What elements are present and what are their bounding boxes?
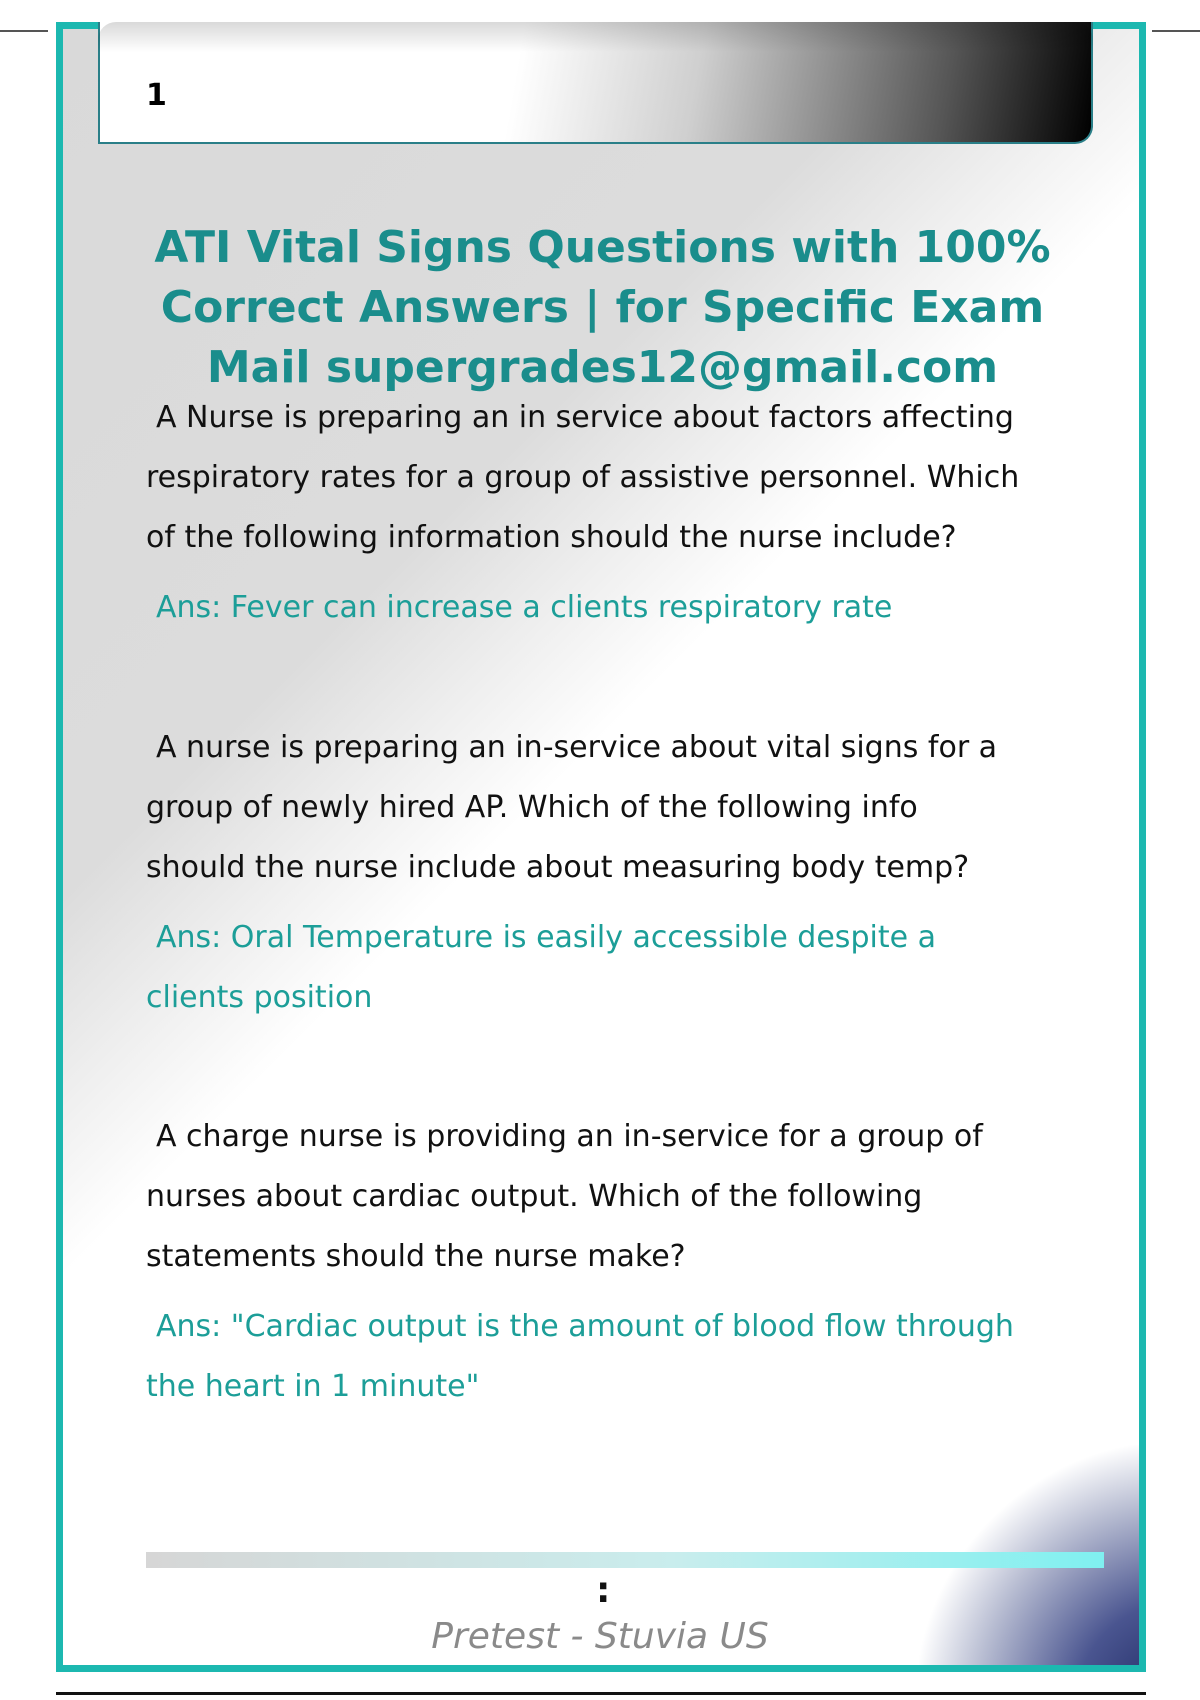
footer-source-label: Pretest - Stuvia US [431,1616,769,1657]
document-title [130,218,1075,398]
frame-divider-right [1152,30,1200,32]
question-line: should the nurse include about measuring body temp? [146,850,970,885]
title-line: Mail supergrades12@gmail.com [206,342,999,393]
footer-divider-bar [146,1552,1104,1568]
title-line: Correct Answers | for Specific Exam [160,282,1045,333]
answer-line: clients position [146,980,373,1015]
title-line: ATI Vital Signs Questions with 100% [154,222,1051,273]
answer-text [146,908,1076,1028]
qa-item [146,718,1076,898]
page-number: 1 [146,78,167,113]
question-text [146,1107,1076,1287]
qa-item [146,388,1076,568]
question-line: statements should the nurse make? [146,1239,686,1274]
question-line: group of newly hired AP. Which of the following info [146,790,918,825]
footer-separator: : [596,1570,611,1611]
answer-text [146,1297,1076,1417]
question-text [146,388,1076,568]
question-line: A nurse is preparing an in-service about vital signs for a [156,730,998,765]
question-text [146,718,1076,898]
answer-block [146,908,1076,1028]
answer-line: the heart in 1 minute" [146,1369,480,1404]
question-line: A charge nurse is providing an in-service for a group of [156,1119,983,1154]
question-line: respiratory rates for a group of assistive personnel. Which [146,460,1020,495]
frame-divider-left [0,30,48,32]
answer-block [146,1297,1076,1417]
qa-item [146,1107,1076,1287]
header-tab-shadow [98,22,1093,52]
answer-line: Ans: "Cardiac output is the amount of blood flow through [156,1309,1014,1344]
question-line: nurses about cardiac output. Which of the following [146,1179,923,1214]
answer-line: Ans: Fever can increase a clients respiratory rate [156,590,893,625]
answer-line: Ans: Oral Temperature is easily accessible despite a [156,920,936,955]
question-line: of the following information should the nurse include? [146,520,957,555]
question-line: A Nurse is preparing an in service about factors affecting [156,400,1014,435]
answer-block [146,578,1076,638]
bottom-rule [56,1692,1146,1695]
answer-text [146,578,1076,638]
